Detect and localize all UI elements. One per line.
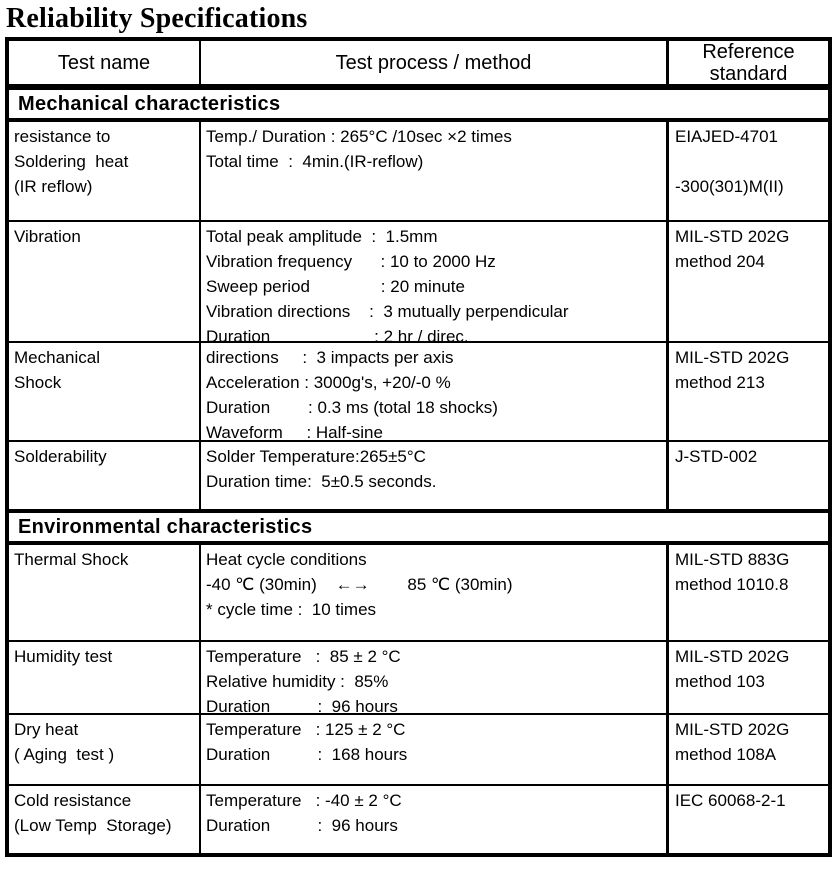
cell-test-name (9, 545, 201, 640)
table-row (9, 715, 828, 786)
cell-test-name (9, 642, 201, 721)
text-line: Total peak amplitude : 1.5mm (206, 227, 438, 246)
cell-test-name (9, 715, 201, 784)
table-body (9, 88, 828, 853)
text-line: method 103 (675, 672, 765, 691)
text-line: Duration : 168 hours (206, 745, 408, 764)
cell-process (201, 442, 669, 509)
table-row (9, 442, 828, 511)
text-line: Waveform : Half-sine (206, 423, 383, 442)
text-line: EIAJED-4701 (675, 127, 778, 146)
cell-test-name (9, 786, 201, 853)
column-header-reference-line1: Reference (702, 41, 795, 63)
text-line: Duration time: 5±0.5 seconds. (206, 472, 437, 491)
table-row (9, 122, 828, 222)
table-row (9, 545, 828, 642)
text-line: directions : 3 impacts per axis (206, 348, 454, 367)
text-line: method 204 (675, 252, 765, 271)
text-line: Relative humidity : 85% (206, 672, 389, 691)
cell-reference (669, 642, 828, 721)
text-line: Heat cycle conditions (206, 550, 367, 569)
text-line: IEC 60068-2-1 (675, 791, 786, 810)
text-line: Shock (14, 373, 62, 392)
text-line: Temperature : 85 ± 2 °C (206, 647, 401, 666)
cell-process (201, 715, 669, 784)
text-line: ( Aging test ) (14, 745, 115, 764)
text-line (675, 149, 826, 174)
text-line: Solder Temperature:265±5°C (206, 447, 426, 466)
page-title: Reliability Specifications (6, 3, 308, 34)
table-header-row (9, 41, 828, 88)
table-row (9, 343, 828, 442)
text-line: Vibration frequency : 10 to 2000 Hz (206, 252, 496, 271)
cell-reference (669, 786, 828, 853)
text-line: Acceleration : 3000g's, +20/-0 % (206, 373, 451, 392)
text-line: Solderability (14, 447, 107, 466)
text-line: method 1010.8 (675, 575, 789, 594)
column-header-reference-line2: standard (709, 63, 788, 85)
text-line: Temperature : -40 ± 2 °C (206, 791, 402, 810)
column-header-reference (669, 41, 828, 85)
column-header-process (201, 41, 669, 85)
text-line: Soldering heat (14, 152, 129, 171)
text-line: method 108A (675, 745, 777, 764)
cell-reference (669, 343, 828, 447)
cell-reference (669, 222, 828, 351)
text-line: Temp./ Duration : 265°C /10sec ×2 times (206, 127, 512, 146)
column-header-test-name-label: Test name (57, 52, 151, 74)
text-line: Humidity test (14, 647, 113, 666)
cell-process (201, 222, 669, 351)
cell-test-name (9, 222, 201, 351)
text-line: Sweep period : 20 minute (206, 277, 465, 296)
text-line: Duration : 0.3 ms (total 18 shocks) (206, 398, 498, 417)
cell-test-name (9, 442, 201, 509)
text-line: Mechanical (14, 348, 100, 367)
column-header-test-name (9, 41, 201, 85)
text-line: MIL-STD 202G (675, 227, 790, 246)
section-header-row: Mechanical characteristics (9, 88, 828, 122)
cell-process (201, 122, 669, 220)
cell-test-name (9, 122, 201, 220)
text-line: Cold resistance (14, 791, 132, 810)
text-line: Vibration directions : 3 mutually perpendicular (206, 302, 569, 321)
text-line: MIL-STD 883G (675, 550, 790, 569)
column-header-process-label: Test process / method (335, 52, 532, 74)
text-line: (Low Temp Storage) (14, 816, 172, 835)
cell-process (201, 545, 669, 640)
text-line: (IR reflow) (14, 177, 93, 196)
cell-reference (669, 442, 828, 509)
cell-process (201, 642, 669, 721)
text-line: Thermal Shock (14, 550, 129, 569)
text-line: Temperature : 125 ± 2 °C (206, 720, 406, 739)
cell-process (201, 343, 669, 447)
cell-test-name (9, 343, 201, 447)
text-line: Duration : 2 hr / direc. (206, 327, 469, 346)
text-line: Dry heat (14, 720, 79, 739)
text-line: J-STD-002 (675, 447, 758, 466)
text-line: Duration : 96 hours (206, 816, 398, 835)
text-line: method 213 (675, 373, 765, 392)
cell-reference (669, 715, 828, 784)
text-line: -40 ℃ (30min) ←→ 85 ℃ (30min) (206, 575, 513, 594)
text-line: resistance to (14, 127, 111, 146)
table-row (9, 222, 828, 346)
text-line: MIL-STD 202G (675, 647, 790, 666)
text-line: MIL-STD 202G (675, 720, 790, 739)
cell-reference (669, 122, 828, 220)
text-line: -300(301)M(II) (675, 177, 784, 196)
text-line: Total time : 4min.(IR-reflow) (206, 152, 424, 171)
text-line: Duration : 96 hours (206, 697, 398, 716)
reliability-table (5, 37, 832, 857)
text-line: * cycle time : 10 times (206, 600, 377, 619)
table-row (9, 786, 828, 853)
cell-reference (669, 545, 828, 640)
text-line: MIL-STD 202G (675, 348, 790, 367)
section-header-row: Environmental characteristics (9, 511, 828, 545)
text-line: Vibration (14, 227, 81, 246)
table-row (9, 642, 828, 715)
cell-process (201, 786, 669, 853)
